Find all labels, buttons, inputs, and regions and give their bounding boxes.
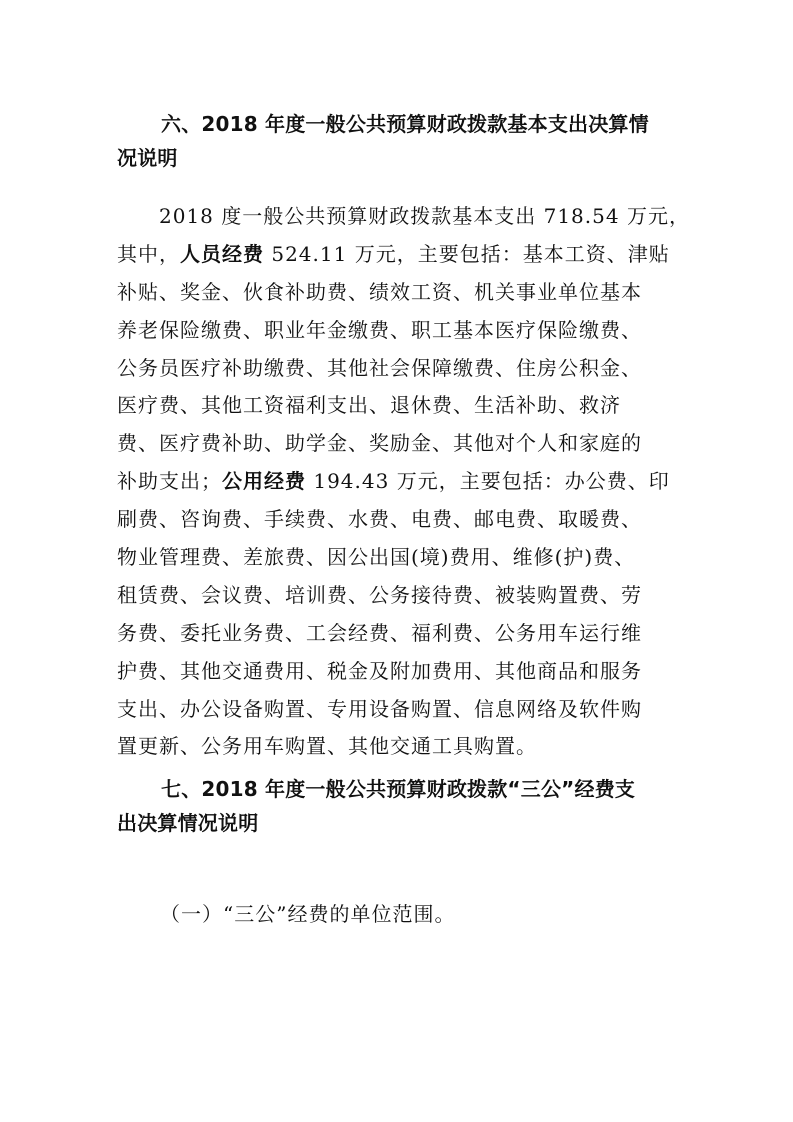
section-6-heading-line-2: 况说明 [117,146,178,170]
paragraph-line: 置更新、公务用车购置、其他交通工具购置。 [117,734,537,759]
paragraph-line: 物业管理费、差旅费、因公出国(境)费用、维修(护)费、 [117,545,636,570]
paragraph-line: 务费、委托业务费、工会经费、福利费、公务用车运行维 [117,620,642,645]
section-7-heading [117,772,677,840]
section-7-heading-line-1: 七、2018 年度一般公共预算财政拨款“三公”经费支 [161,777,636,801]
paragraph-line: 刷费、咨询费、手续费、水费、电费、邮电费、取暖费、 [117,507,642,532]
section-6-paragraph [117,198,690,766]
paragraph-line: 支出、办公设备购置、专用设备购置、信息网络及软件购 [117,696,642,721]
paragraph-line: 2018 度一般公共预算财政拨款基本支出 718.54 万元， [159,204,690,228]
paragraph-line: 费、医疗费补助、助学金、奖励金、其他对个人和家庭的 [117,431,642,456]
section-6-heading [117,107,677,175]
paragraph-line: 医疗费、其他工资福利支出、退休费、生活补助、救济 [117,393,621,418]
section-7-heading-line-2: 出决算情况说明 [117,811,259,835]
paragraph-line: 公务员医疗补助缴费、其他社会保障缴费、住房公积金、 [117,355,642,380]
paragraph-line: 补助支出；公用经费 194.43 万元，主要包括：办公费、印 [117,469,670,494]
section-7-subheading-1: （一）“三公”经费的单位范围。 [160,902,456,926]
public-expense-term: 公用经费 [222,469,306,494]
paragraph-line: 其中，人员经费 524.11 万元，主要包括：基本工资、津贴 [117,241,670,266]
paragraph-line: 护费、其他交通费用、税金及附加费用、其他商品和服务 [117,658,642,683]
section-6-heading-line-1: 六、2018 年度一般公共预算财政拨款基本支出决算情 [161,112,649,136]
personnel-expense-term: 人员经费 [180,241,264,266]
paragraph-line: 租赁费、会议费、培训费、公务接待费、被装购置费、劳 [117,582,642,607]
paragraph-line: 补贴、奖金、伙食补助费、绩效工资、机关事业单位基本 [117,279,642,304]
paragraph-line: 养老保险缴费、职业年金缴费、职工基本医疗保险缴费、 [117,317,642,342]
